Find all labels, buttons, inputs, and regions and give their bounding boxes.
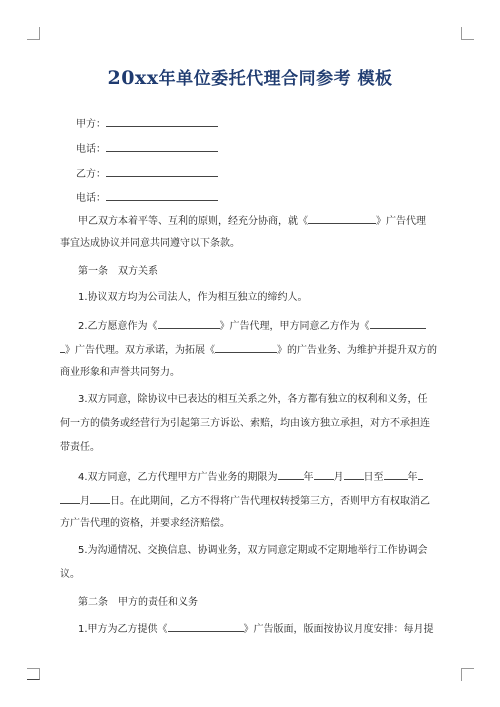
article-1-clause-2-line-2 bbox=[60, 342, 437, 358]
crop-mark-top-right bbox=[461, 27, 474, 40]
party-a-label: 甲方： bbox=[76, 119, 106, 130]
party-b-row bbox=[76, 166, 218, 182]
intro-text-b: 》广告代理 bbox=[376, 216, 426, 227]
document-title bbox=[0, 64, 500, 89]
article-1-clause-3-line-1: 3.双方同意，除协议中已表达的相互关系之外，各方都有独立的权利和义务，任 bbox=[78, 394, 428, 405]
clause-4-year-1: 年 bbox=[303, 472, 314, 483]
clause-4-year-2: 年 bbox=[407, 472, 418, 483]
phone-a-blank bbox=[106, 141, 218, 152]
clause-2-text-b: 》广告代理，甲方同意乙方作为《 bbox=[219, 321, 370, 332]
clause-4-month-2: 月 bbox=[80, 496, 90, 507]
title-main: 年单位委托代理合同参考 模板 bbox=[158, 69, 393, 89]
clause-2-text-d: 》的广告业务、为维护并提升双方的 bbox=[277, 345, 437, 356]
clause-4-blank-day-2 bbox=[90, 493, 110, 504]
article-1-clause-5-line-1: 5.为沟通情况、交换信息、协调业务，双方同意定期或不定期地举行工作协调会 bbox=[78, 545, 428, 556]
clause-4-blank-year-1 bbox=[278, 469, 304, 480]
phone-a-row bbox=[76, 141, 218, 157]
article-2-heading: 第二条 甲方的责任和义务 bbox=[78, 597, 198, 608]
clause-4-text-a: 4.双方同意，乙方代理甲方广告业务的期限为 bbox=[78, 472, 278, 483]
party-b-blank bbox=[106, 166, 218, 177]
article-1-clause-5-line-2: 议。 bbox=[60, 569, 80, 580]
title-prefix: 20xx bbox=[107, 67, 159, 89]
clause-4-blank-month-1 bbox=[314, 469, 334, 480]
intro-line-2: 事宜达成协议并同意共同遵守以下条款。 bbox=[60, 238, 240, 249]
article-2-clause-1-line-1 bbox=[78, 621, 434, 637]
clause-4-blank-month-2 bbox=[60, 493, 80, 504]
party-a-row bbox=[76, 116, 218, 132]
phone-b-row bbox=[76, 190, 218, 206]
phone-a-label: 电话： bbox=[76, 144, 106, 155]
clause-4-blank-year-2 bbox=[384, 469, 408, 480]
clause-2-text-a: 2.乙方愿意作为《 bbox=[78, 321, 158, 332]
article-1-clause-3-line-3: 带责任。 bbox=[60, 442, 100, 453]
intro-blank bbox=[308, 213, 376, 224]
crop-mark-top-left bbox=[27, 27, 40, 40]
clause-2-text-c: 》广告代理。双方承诺，为拓展《 bbox=[65, 345, 215, 356]
article-1-heading: 第一条 双方关系 bbox=[78, 266, 158, 277]
art2-clause-1-text-b: 》广告版面，版面按协议月度安排：每月提 bbox=[243, 624, 434, 635]
art2-clause-1-text-a: 1.甲方为乙方提供《 bbox=[78, 624, 168, 635]
party-b-label: 乙方： bbox=[76, 169, 106, 180]
clause-4-month-1: 月 bbox=[333, 472, 344, 483]
article-1-clause-2-line-1 bbox=[78, 318, 426, 334]
article-1-clause-2-line-3: 商业形象和声誉共同努力。 bbox=[60, 367, 180, 378]
clause-4-text-b: 日。在此期间，乙方不得将广告代理权转授第三方，否则甲方有权取消乙 bbox=[110, 496, 430, 507]
article-1-clause-4-line-3: 方广告代理的资格，并要求经济赔偿。 bbox=[60, 518, 230, 529]
phone-b-blank bbox=[106, 190, 218, 201]
article-1-clause-1: 1.协议双方均为公司法人，作为相互独立的缔约人。 bbox=[78, 292, 308, 303]
clause-2-blank-3 bbox=[215, 342, 277, 353]
clause-4-day-1: 日至 bbox=[363, 472, 384, 483]
intro-text-a: 甲乙双方本着平等、互利的原则，经充分协商，就《 bbox=[78, 216, 308, 227]
article-1-clause-4-line-1 bbox=[78, 469, 423, 485]
clause-2-blank-2 bbox=[370, 318, 426, 329]
clause-2-blank-1 bbox=[158, 318, 220, 329]
party-a-blank bbox=[106, 116, 218, 127]
phone-b-label: 电话： bbox=[76, 193, 106, 204]
art2-clause-1-blank bbox=[168, 621, 244, 632]
article-1-clause-3-line-2: 何一方的债务或经营行为引起第三方诉讼、索赔，均由该方独立承担，对方不承担连 bbox=[60, 418, 430, 429]
article-1-clause-4-line-2 bbox=[60, 493, 430, 509]
intro-line-1 bbox=[78, 213, 426, 229]
clause-4-blank-month-2-start bbox=[418, 469, 423, 480]
clause-4-blank-day-1 bbox=[344, 469, 364, 480]
crop-mark-bottom-right bbox=[461, 668, 474, 681]
crop-mark-bottom-left bbox=[27, 668, 40, 680]
